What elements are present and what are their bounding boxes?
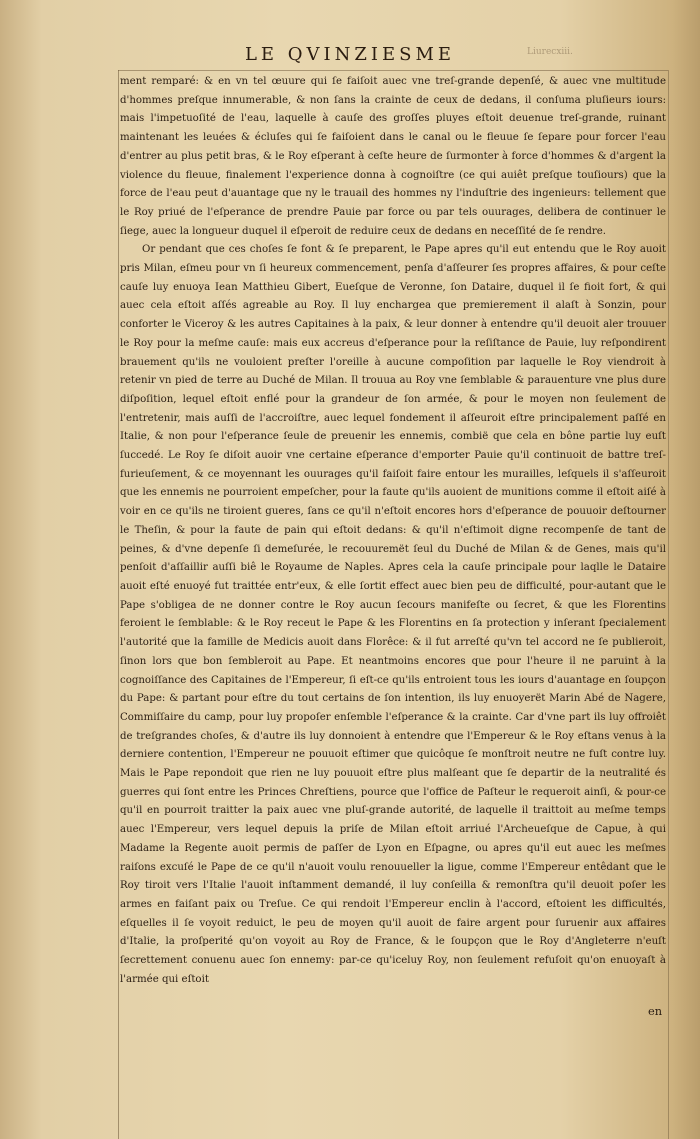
- frame-rule-top: [118, 70, 668, 71]
- paragraph-1: ment remparé: & en vn tel œuure qui ſe faiſoit auec vne treſ-grande depenſé, & auec vne multitude d'hommes preſque innumerable, & non ſans la crainte de ceux de dedans, il conſuma pluſieurs iours: mais l'impetuoſité de l'eau, laquelle à cauſe des groſſes pluyes eſtoit deuenue treſ-grande, ruinant maintenant les leuées & écluſes qui ſe faiſoient dans le canal ou le fleuue ſe ſepare pour forcer l'eau d'entrer au plus petit bras, & le Roy eſperant à ceſte heure de ſurmonter à force d'hommes & d'argent la violence du fleuue, finalement l'experience donna à cognoiſtre (ce qui auiêt preſque touſiours) que la force de l'eau peut d'auantage que ny le trauail des hommes ny l'induſtrie des ingenieurs: tellement que le Roy priué de l'eſperance de prendre Pauie par force ou par tels ouurages, delibera de continuer le ſiege, auec la longueur duquel il eſperoit de reduire ceux de dedans en neceſſité de ſe rendre.: [120, 76, 666, 237]
- catchword: en: [648, 1004, 663, 1018]
- bleed-through-text: Liurecxiii.: [527, 47, 573, 57]
- frame-rule-left: [118, 70, 119, 1139]
- paragraph-2: Or pendant que ces choſes ſe font & ſe preparent, le Pape apres qu'il eut entendu que le Roy auoit pris Milan, eſmeu pour vn ſi heureux commencement, penſa d'aſſeurer ſes propres affaires, & pour ceſte cauſe luy enuoya Iean Matthieu Gibert, Eueſque de Veronne, ſon Dataire, duquel il ſe fioit fort, & qui auec cela eſtoit aſſés agreable au Roy. Il luy enchargea que premierement il alaſt à Sonzin, pour conforter le Viceroy & les autres Capitaines à la paix, & leur donner à entendre qu'il deuoit aler trouuer le Roy pour la meſme cauſe: mais eux accreus d'eſperance pour la reſiſtance de Pauie, luy reſpondirent brauement qu'ils ne vouloient preſter l'oreille à aucune compoſition par laquelle le Roy viendroit à retenir vn pied de terre au Duché de Milan. Il trouua au Roy vne ſemblable & parauenture vne plus dure diſpoſition, lequel eſtoit enflé pour la grandeur de ſon armée, & pour le moyen non ſeulement de l'entretenir, mais auſſi de l'accroiſtre, auec lequel fondement il aſſeuroit eſtre principalement paſſé en Italie, & non pour l'eſperance ſeule de preuenir les ennemis, combië que cela en bône partie luy euſt ſuccedé. Le Roy ſe diſoit auoir vne certaine eſperance d'emporter Pauie qu'il continuoit de battre treſ-furieuſement, & ce moyennant les ouurages qu'il faiſoit faire entour les murailles, leſquels il s'aſſeuroit que les ennemis ne pourroient empeſcher, pour la faute qu'ils auoient de munitions comme il eſtoit aiſé à voir en ce qu'ils ne tiroient gueres, ſans ce qu'il n'eſtoit encores hors d'eſperance de pouuoir deſtourner le Theſin, & pour la faute de pain qui eſtoit dedans: & qu'il n'eſtimoit digne recompenſe de tant de peines, & d'vne depenſe ſi demeſurée, le recouuremët ſeul du Duché de Milan & de Genes, mais qu'il penſoit d'aſſaillir auſſi biê le Royaume de Naples. Apres cela la cauſe principale pour laqlle le Dataire auoit eſté enuoyé fut traittée entr'eux, & elle ſortit effect auec bien peu de difficulté, pour-autant que le Pape s'obligea de ne donner contre le Roy aucun ſecours manifeſte ou ſecret, & que les Florentins feroient le ſemblable: & le Roy receut le Pape & les Florentins en ſa protection y inſerant ſpecialement l'autorité que la famille de Medicis auoit dans Florêce: & il fut arreſté qu'vn tel accord ne ſe publieroit, ſinon lors que bon ſembleroit au Pape. Et neantmoins encores que pour l'heure il ne paruint à la cognoiſſance des Capitaines de l'Empereur, ſi eſt-ce qu'ils entroient tous les iours d'auantage en ſoupçon du Pape: & partant pour eſtre du tout certains de ſon intention, ils luy enuoyerët Marin Abé de Nagere, Commiſſaire du camp, pour luy propoſer enſemble l'eſperance & la crainte. Car d'vne part ils luy offroiêt de treſgrandes choſes, & d'autre ils luy donnoient à entendre que l'Empereur & le Roy eſtans venus à la derniere contention, l'Empereur ne pouuoit eſtimer que quicôque ſe monſtroit neutre ne fuſt contre luy. Mais le Pape repondoit que rien ne luy pouuoit eſtre plus malſeant que ſe departir de la neutralité és guerres qui ſont entre les Princes Chreſtiens, pource que l'office de Paſteur le requeroit ainſi, & pour-ce qu'il en pourroit traitter la paix auec vne pluſ-grande autorité, de laquelle il traittoit au meſme temps auec l'Empereur, vers lequel depuis la priſe de Milan eſtoit arriué l'Archeueſque de Capue, à qui Madame la Regente auoit permis de paſſer de Lyon en Eſpagne, ou apres qu'il eut auec les meſmes raiſons excuſé le Pape de ce qu'il n'auoit voulu renouueller la ligue, comme l'Empereur entêdant que le Roy tiroit vers l'Italie l'auoit inſtamment demandé, il luy conſeilla & remonſtra qu'il deuoit poſer les armes en faiſant paix ou Treſue. Ce qui rendoit l'Empereur enclin à l'accord, eſtoient les difficultés, eſquelles il ſe voyoit reduict, le peu de moyen qu'il auoit de faire argent pour ſuruenir aux affaires d'Italie, la proſperité qu'on voyoit au Roy de France, & le ſoupçon que le Roy d'Angleterre n'euſt ſecrettement conuenu auec ſon ennemy: par-ce qu'iceluy Roy, non ſeulement refuſoit qu'on enuoyaſt à l'armée qui eſtoit: [120, 244, 666, 985]
- body-text: [120, 73, 666, 989]
- frame-rule-right: [668, 70, 669, 1139]
- running-head: LE QVINZIESME: [244, 44, 456, 65]
